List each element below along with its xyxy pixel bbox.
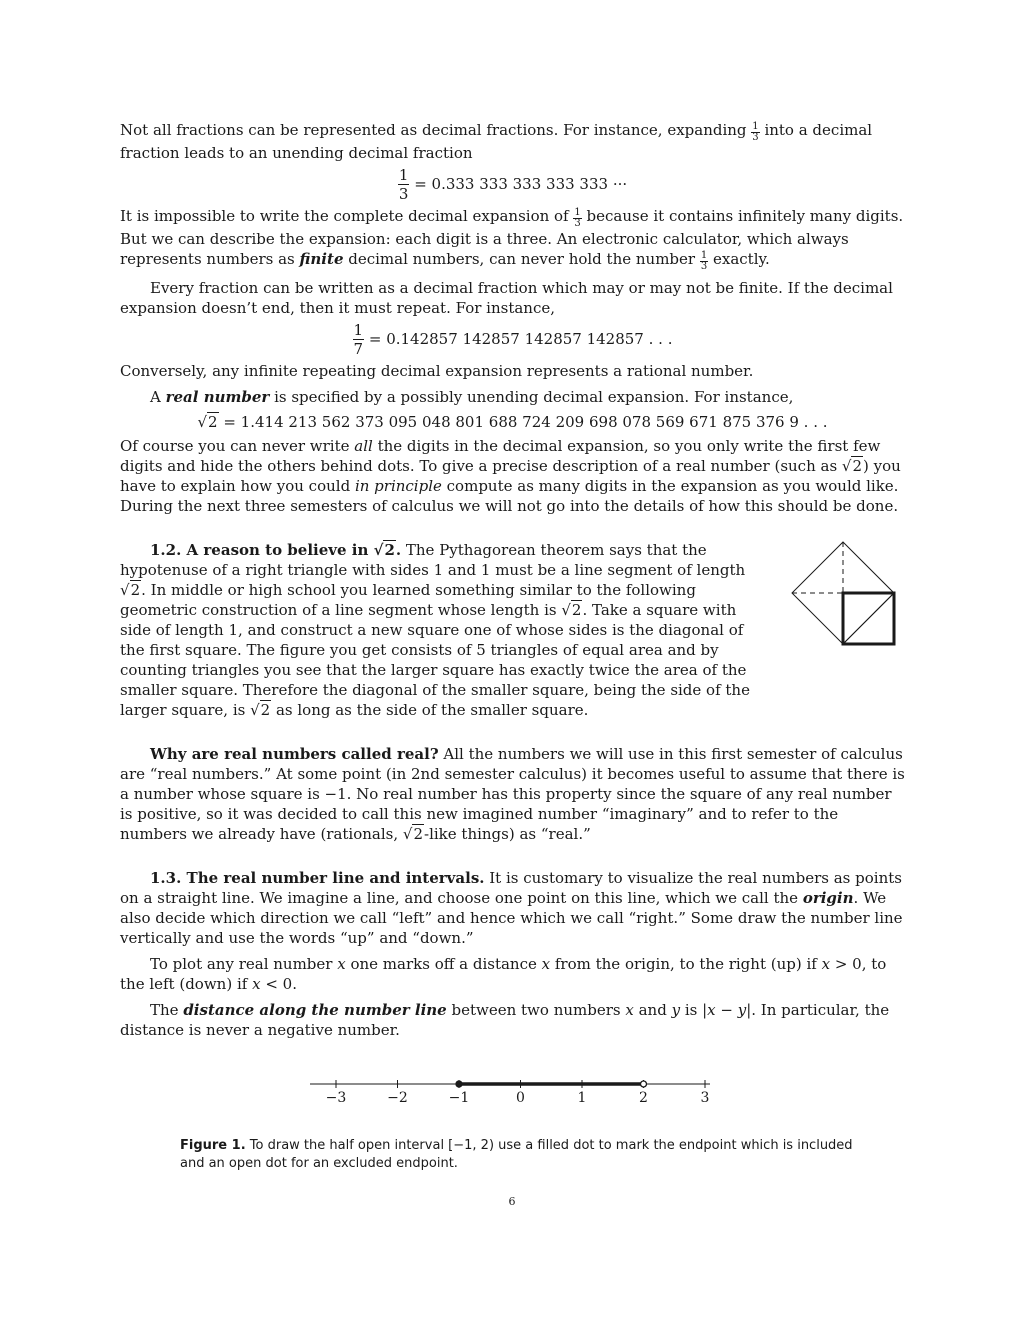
denominator: 3: [700, 261, 708, 272]
numerator: 1: [752, 121, 759, 132]
paragraph-real-number: [120, 387, 905, 407]
caption-text: To draw the half open interval [−1, 2) use a filled dot to mark the endpoint which is included and an open dot for an excluded endpoint.: [180, 1138, 853, 1171]
sqrt-two: [120, 580, 141, 599]
text: and: [633, 1001, 672, 1019]
denominator: 3: [398, 185, 409, 203]
text: the digits in the decimal expansion, so you only write the first few digits and hide the others behind dots. To give a precise description of a real number (such as: [120, 437, 881, 475]
text: is |: [680, 1001, 708, 1019]
text: from the origin, to the right (up) if: [550, 955, 822, 973]
sqrt-two: [374, 540, 396, 559]
text: one marks off a distance: [345, 955, 542, 973]
radical-sign: √: [120, 581, 130, 599]
text: Not all fractions can be represented as decimal fractions. For instance, expanding: [120, 121, 752, 139]
paragraph-plot: [120, 954, 905, 994]
sqrt-two: [561, 600, 582, 619]
text: To plot any real number: [150, 955, 338, 973]
denominator: 7: [353, 340, 364, 358]
text: The: [150, 1001, 184, 1019]
paragraph-distance: [120, 1000, 905, 1040]
fraction-one-seventh: [353, 323, 365, 357]
section-1-2: [120, 540, 905, 720]
equation-rhs: = 0.333 333 333 333 333 ···: [414, 175, 628, 193]
var-x: x: [337, 955, 346, 973]
paragraph-of-course: [120, 436, 905, 516]
radical-sign: √: [841, 457, 852, 475]
text: It is customary to visualize the real numbers as points on a straight line. We imagine a line, and choose one point on this line, which we call the: [120, 869, 902, 907]
text: -like things) as “real.”: [424, 825, 591, 843]
figure-caption: [180, 1137, 860, 1173]
text: The Pythagorean theorem says that the hypotenuse of a right triangle with sides 1 and 1 must be a line segment of length: [120, 541, 746, 579]
var-x: x: [821, 955, 831, 973]
text: between two numbers: [446, 1001, 626, 1019]
var-y: y: [671, 1001, 681, 1019]
heading-text: 1.2. A reason to believe in: [150, 541, 374, 559]
text: . In middle or high school you learned something similar to the following geometric construction of a line segment whose length is: [120, 581, 696, 619]
emphasis-all: all: [354, 437, 373, 455]
text: decimal numbers, can never hold the number: [343, 250, 700, 268]
numerator: 1: [700, 250, 708, 261]
paragraph-fractions: [120, 120, 905, 163]
radical-sign: √: [561, 601, 571, 619]
text: Of course you can never write: [120, 437, 355, 455]
var-x: x: [625, 1001, 634, 1019]
text: > 0, to the left (down) if: [120, 955, 887, 993]
paragraph-impossible: [120, 206, 905, 272]
var-y: y: [737, 1001, 747, 1019]
fraction-one-third: [700, 251, 708, 272]
fraction-one-third: [751, 122, 759, 143]
text: . Take a square with side of length 1, and construct a new square one of whose sides is the diagonal of the first square. The figure you get consists of 5 triangles of equal area and by counting triangles you see that the larger square has exactly twice the area of the smaller square. Therefore the diagonal of the smaller square, being the side of the larger square, is: [120, 601, 750, 719]
numerator: 1: [398, 166, 409, 184]
emphasis-real-number: real number: [165, 388, 270, 406]
radicand: 2: [571, 601, 582, 619]
radical-sign: √: [250, 701, 260, 719]
number-line-tick-label: 0: [516, 1090, 525, 1106]
text: |. In particular, the distance is never a negative number.: [120, 1001, 890, 1039]
caption-label: Figure 1.: [180, 1138, 246, 1153]
interval-start-dot: [456, 1081, 462, 1087]
radicand: 2: [384, 541, 395, 559]
emphasis-in-principle: in principle: [354, 477, 442, 495]
text: exactly.: [708, 250, 770, 268]
fraction-one-third: [398, 168, 410, 202]
text: into a decimal fraction leads to an unending decimal fraction: [120, 121, 873, 162]
var-x: x: [707, 1001, 716, 1019]
equation-rhs: = 0.142857 142857 142857 142857 . . .: [368, 330, 673, 348]
page-number: 6: [508, 1195, 516, 1208]
heading-text: .: [395, 541, 402, 559]
number-line-tick-label: 2: [639, 1090, 648, 1106]
number-line-figure: [300, 1070, 720, 1110]
text: compute as many digits in the expansion as you would like. During the next three semesters of calculus we will not go into the details of how this should be done.: [120, 477, 899, 515]
interval-end-dot: [641, 1081, 647, 1087]
emphasis-origin: origin: [802, 889, 854, 907]
number-line-tick-label: −2: [387, 1090, 408, 1106]
sqrt-two: [250, 700, 271, 719]
radical-sign: √: [373, 541, 384, 559]
numerator: 1: [353, 321, 364, 339]
paragraph-pythagoras: [120, 540, 905, 720]
text: ) you have to explain how you could: [120, 457, 901, 495]
text: because it contains infinitely many digits. But we can describe the expansion: each digit is a three. An electronic calculator, which always represents numbers as: [120, 207, 904, 268]
page-body: [120, 120, 905, 1040]
number-line-tick-label: 1: [577, 1090, 587, 1106]
radicand: 2: [260, 701, 271, 719]
number-line-tick-label: −3: [325, 1090, 347, 1106]
section-heading: [150, 540, 401, 559]
text: < 0.: [260, 975, 297, 993]
emphasis-distance: distance along the number line: [183, 1001, 447, 1019]
radicand: 2: [852, 457, 863, 475]
square-construction-diagram: [790, 540, 905, 650]
denominator: 3: [752, 132, 759, 143]
number-line-tick-label: 3: [700, 1090, 710, 1106]
unit-square-diagonal: [843, 593, 894, 644]
sqrt-two: [197, 412, 218, 431]
radicand: 2: [413, 825, 424, 843]
equation-one-third: [120, 168, 905, 202]
section-heading: 1.3. The real number line and intervals.: [150, 869, 485, 887]
numerator: 1: [574, 207, 581, 218]
paragraph-number-line: [120, 868, 905, 948]
section-heading: Why are real numbers called real?: [150, 745, 439, 763]
radicand: 2: [208, 413, 218, 431]
text: All the numbers we will use in this first semester of calculus are “real numbers.” At some point (in 2nd semester calculus) it becomes useful to assume that there is a number whose square is −1. No real number has this property since the square of any real number is positive, so it was decided to call this new imagined number “imaginary” and to refer to the numbers we already have (rationals,: [120, 745, 905, 843]
text: It is impossible to write the complete decimal expansion of: [120, 207, 574, 225]
text: as long as the side of the smaller square.: [271, 701, 589, 719]
paragraph-why-real: [120, 744, 905, 844]
paragraph-conversely: Conversely, any infinite repeating decimal expansion represents a rational number.: [120, 362, 754, 380]
text: is specified by a possibly unending decimal expansion. For instance,: [269, 388, 794, 406]
number-line-tick-label: −1: [448, 1090, 470, 1106]
equation-sqrt2: [120, 412, 905, 432]
equation-one-seventh: [120, 323, 905, 357]
paragraph-every-fraction: Every fraction can be written as a decimal fraction which may or may not be finite. If the decimal expansion doesn’t end, then it must repeat. For instance,: [120, 279, 893, 317]
text: A: [150, 388, 166, 406]
emphasis-finite: finite: [299, 250, 344, 268]
denominator: 3: [574, 218, 581, 229]
fraction-one-third: [573, 208, 581, 229]
text: −: [715, 1001, 738, 1019]
text: . We also decide which direction we call “left” and hence which we call “right.” Some draw the number line vertically and use the words “up” and “down.”: [120, 889, 903, 947]
equation-rhs: = 1.414 213 562 373 095 048 801 688 724 209 698 078 569 671 875 376 9 . . .: [218, 413, 828, 431]
sqrt-two: [403, 824, 424, 843]
radical-sign: √: [197, 413, 208, 431]
var-x: x: [541, 955, 551, 973]
sqrt-two: [842, 456, 863, 475]
radicand: 2: [130, 581, 141, 599]
var-x: x: [252, 975, 261, 993]
radical-sign: √: [402, 825, 413, 843]
